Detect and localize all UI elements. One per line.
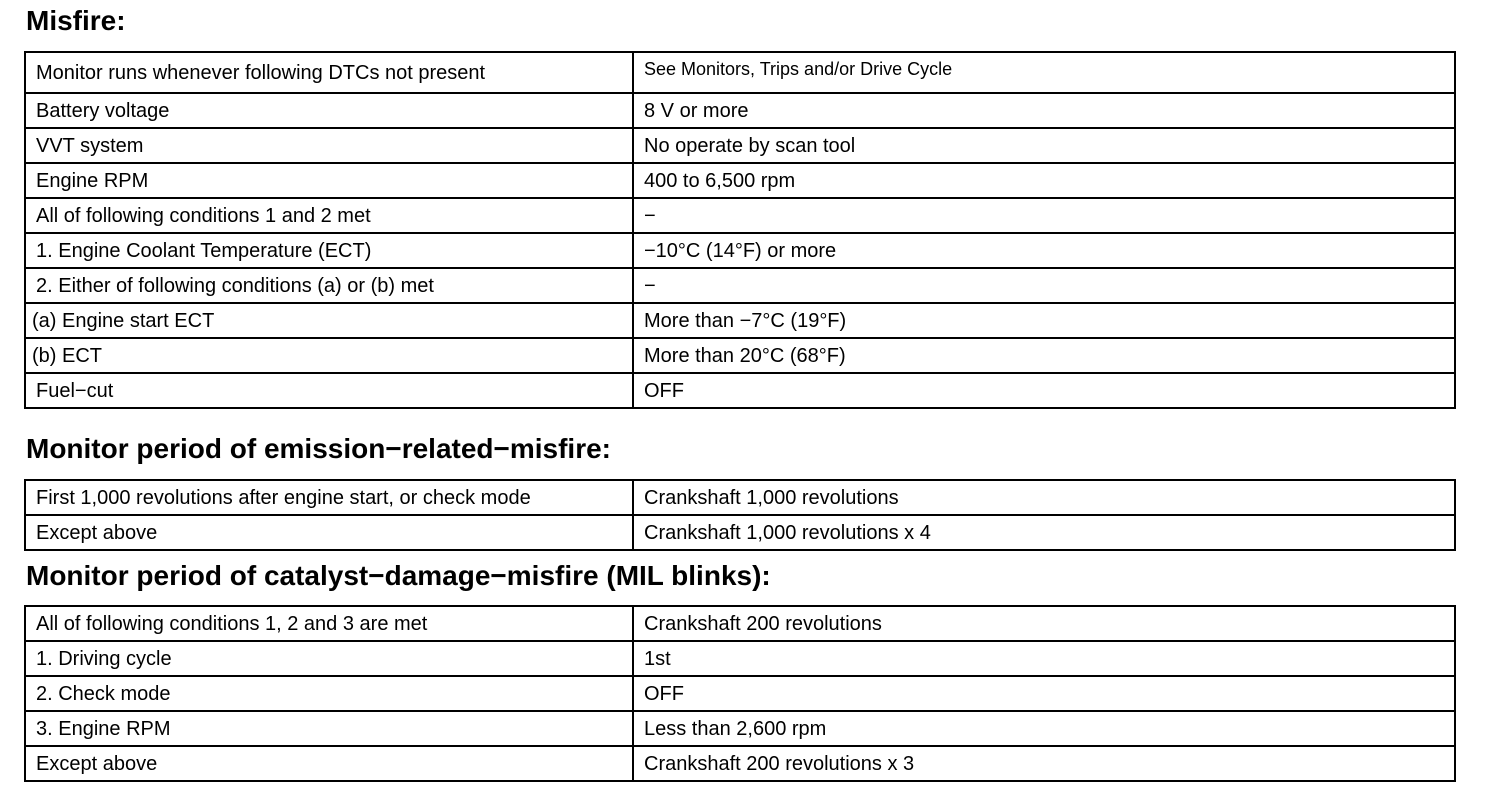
condition-cell: 3. Engine RPM xyxy=(25,711,633,746)
value-cell: OFF xyxy=(633,676,1455,711)
value-cell: OFF xyxy=(633,373,1455,408)
condition-cell: Engine RPM xyxy=(25,163,633,198)
table-row xyxy=(25,606,1455,641)
value-cell: Crankshaft 1,000 revolutions xyxy=(633,480,1455,515)
table-row xyxy=(25,641,1455,676)
value-cell: Crankshaft 200 revolutions x 3 xyxy=(633,746,1455,781)
value-cell: Crankshaft 1,000 revolutions x 4 xyxy=(633,515,1455,550)
condition-cell: Fuel−cut xyxy=(25,373,633,408)
value-cell: See Monitors, Trips and/or Drive Cycle xyxy=(633,52,1455,93)
value-cell: Crankshaft 200 revolutions xyxy=(633,606,1455,641)
table-row xyxy=(25,233,1455,268)
condition-cell: All of following conditions 1 and 2 met xyxy=(25,198,633,233)
value-cell: 1st xyxy=(633,641,1455,676)
emission-misfire-table xyxy=(24,479,1456,551)
condition-cell: (b) ECT xyxy=(25,338,633,373)
table-row xyxy=(25,480,1455,515)
value-cell: 400 to 6,500 rpm xyxy=(633,163,1455,198)
condition-cell: 1. Engine Coolant Temperature (ECT) xyxy=(25,233,633,268)
catalyst-misfire-table xyxy=(24,605,1456,782)
value-cell: 8 V or more xyxy=(633,93,1455,128)
emission-misfire-heading: Monitor period of emission−related−misfire: xyxy=(26,433,612,464)
condition-cell: First 1,000 revolutions after engine start, or check mode xyxy=(25,480,633,515)
table-row xyxy=(25,373,1455,408)
table-row xyxy=(25,268,1455,303)
value-cell: − xyxy=(633,268,1455,303)
catalyst-misfire-heading: Monitor period of catalyst−damage−misfire (MIL blinks): xyxy=(26,560,771,591)
table-row xyxy=(25,198,1455,233)
table-row xyxy=(25,52,1455,93)
table-row xyxy=(25,746,1455,781)
table-row xyxy=(25,338,1455,373)
condition-cell: 1. Driving cycle xyxy=(25,641,633,676)
table-row xyxy=(25,676,1455,711)
value-cell: No operate by scan tool xyxy=(633,128,1455,163)
condition-cell: Battery voltage xyxy=(25,93,633,128)
table-row xyxy=(25,163,1455,198)
condition-cell: Except above xyxy=(25,746,633,781)
table-row xyxy=(25,93,1455,128)
condition-cell: 2. Either of following conditions (a) or (b) met xyxy=(25,268,633,303)
value-cell: −10°C (14°F) or more xyxy=(633,233,1455,268)
table-row xyxy=(25,515,1455,550)
misfire-heading: Misfire: xyxy=(26,5,126,36)
condition-cell: Except above xyxy=(25,515,633,550)
table-row xyxy=(25,128,1455,163)
table-row xyxy=(25,303,1455,338)
value-cell: Less than 2,600 rpm xyxy=(633,711,1455,746)
condition-cell: Monitor runs whenever following DTCs not present xyxy=(25,52,633,93)
value-cell: More than 20°C (68°F) xyxy=(633,338,1455,373)
condition-cell: VVT system xyxy=(25,128,633,163)
condition-cell: (a) Engine start ECT xyxy=(25,303,633,338)
value-cell: More than −7°C (19°F) xyxy=(633,303,1455,338)
condition-cell: All of following conditions 1, 2 and 3 are met xyxy=(25,606,633,641)
misfire-conditions-table xyxy=(24,51,1456,409)
value-cell: − xyxy=(633,198,1455,233)
table-row xyxy=(25,711,1455,746)
condition-cell: 2. Check mode xyxy=(25,676,633,711)
